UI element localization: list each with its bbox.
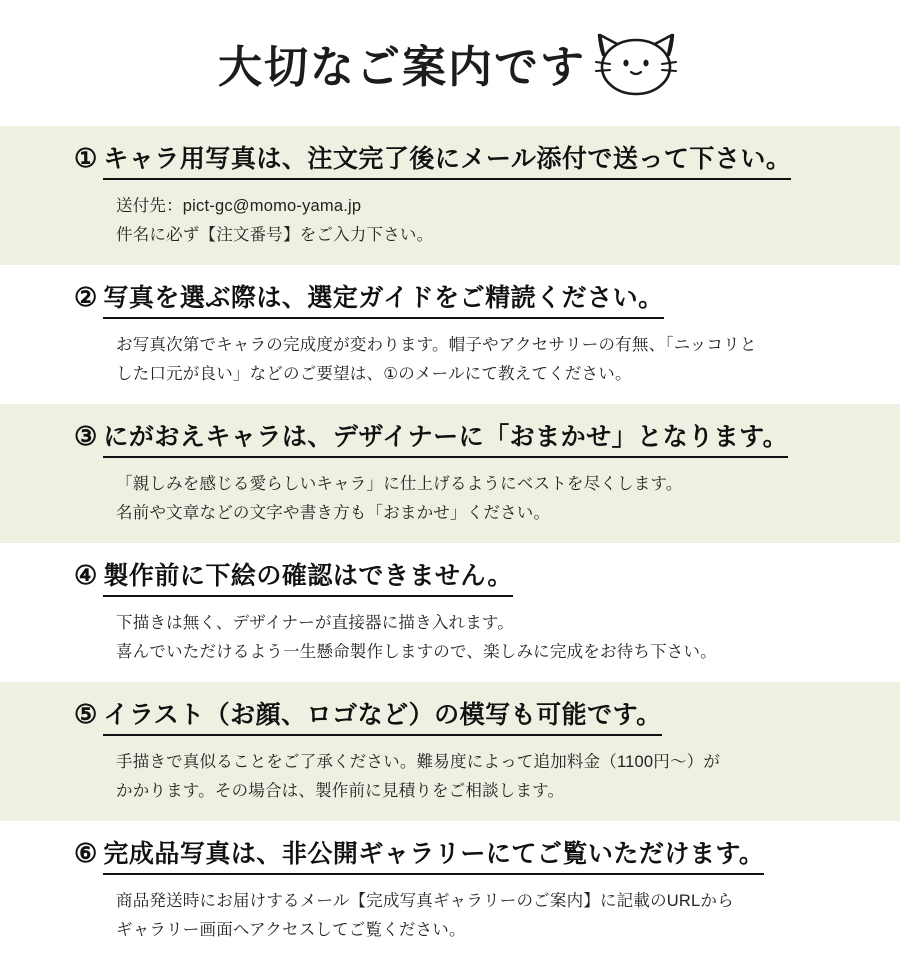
notice-item-1: [0, 126, 900, 265]
notice-item-6-line-1: 商品発送時にお届けするメール【完成写真ギャラリーのご案内】に記載のURLから: [116, 892, 734, 911]
notice-item-1-number: ①: [74, 144, 98, 173]
notice-item-2-line-2: した口元が良い」などのご要望は、①のメールにて教えてください。: [116, 364, 632, 383]
notice-item-1-title: キャラ用写真は、注文完了後にメール添付で送って下さい。: [103, 144, 791, 180]
notice-item-4-line-1: 下描きは無く、デザイナーが直接器に描き入れます。: [116, 614, 514, 633]
notice-item-2-head: [0, 283, 900, 319]
notice-item-5-head: [0, 700, 900, 736]
notice-item-4-title: 製作前に下絵の確認はできません。: [103, 561, 513, 597]
notice-item-4-line-2: 喜んでいただけるよう一生懸命製作しますので、楽しみに完成をお待ち下さい。: [116, 642, 717, 661]
notice-item-4: [0, 543, 900, 682]
notice-item-6: [0, 821, 900, 960]
cat-face-icon: [590, 29, 682, 99]
notice-item-3-body: [0, 470, 900, 527]
notice-item-2-title: 写真を選ぶ際は、選定ガイドをご精読ください。: [103, 283, 663, 319]
notice-item-6-line-2: ギャラリー画面へアクセスしてご覧ください。: [116, 920, 466, 939]
notice-item-2-body: [0, 331, 900, 388]
notice-item-3-number: ③: [74, 422, 98, 451]
notice-item-5-body: [0, 748, 900, 805]
page-title: 大切なご案内です: [218, 43, 586, 92]
page-header: [0, 0, 900, 126]
notice-item-3-line-2: 名前や文章などの文字や書き方も「おまかせ」ください。: [116, 503, 551, 522]
notice-item-1-line-1: 送付先：pict-gc@momo-yama.jp: [116, 197, 362, 216]
notice-item-1-line-2: 件名に必ず【注文番号】をご入力下さい。: [116, 225, 434, 244]
notice-item-3-head: [0, 422, 900, 458]
notice-item-3: [0, 404, 900, 543]
notice-item-6-number: ⑥: [74, 839, 98, 868]
notice-item-5-line-1: 手描きで真似ることをご了承ください。難易度によって追加料金（1100円〜）が: [116, 753, 721, 772]
notice-item-4-head: [0, 561, 900, 597]
notice-item-2-line-1: お写真次第でキャラの完成度が変わります。帽子やアクセサリーの有無、「ニッコリと: [116, 336, 757, 355]
notice-item-1-head: [0, 144, 900, 180]
notice-item-3-title: にがおえキャラは、デザイナーに「おまかせ」となります。: [103, 422, 788, 458]
notice-item-2-number: ②: [74, 283, 98, 312]
notice-item-6-head: [0, 839, 900, 875]
notice-item-6-body: [0, 887, 900, 944]
notice-item-3-line-1: 「親しみを感じる愛らしいキャラ」に仕上げるようにベストを尽くします。: [116, 475, 683, 494]
notice-item-1-body: [0, 192, 900, 249]
notice-item-5-number: ⑤: [74, 700, 98, 729]
notice-item-5-line-2: かかります。その場合は、製作前に見積りをご相談します。: [116, 781, 565, 800]
notice-item-2: [0, 265, 900, 404]
notice-item-5-title: イラスト（お顔、ロゴなど）の模写も可能です。: [103, 700, 661, 736]
notice-item-4-body: [0, 609, 900, 666]
notice-item-6-title: 完成品写真は、非公開ギャラリーにてご覧いただけます。: [103, 839, 764, 875]
notice-item-4-number: ④: [74, 561, 98, 590]
notice-item-5: [0, 682, 900, 821]
